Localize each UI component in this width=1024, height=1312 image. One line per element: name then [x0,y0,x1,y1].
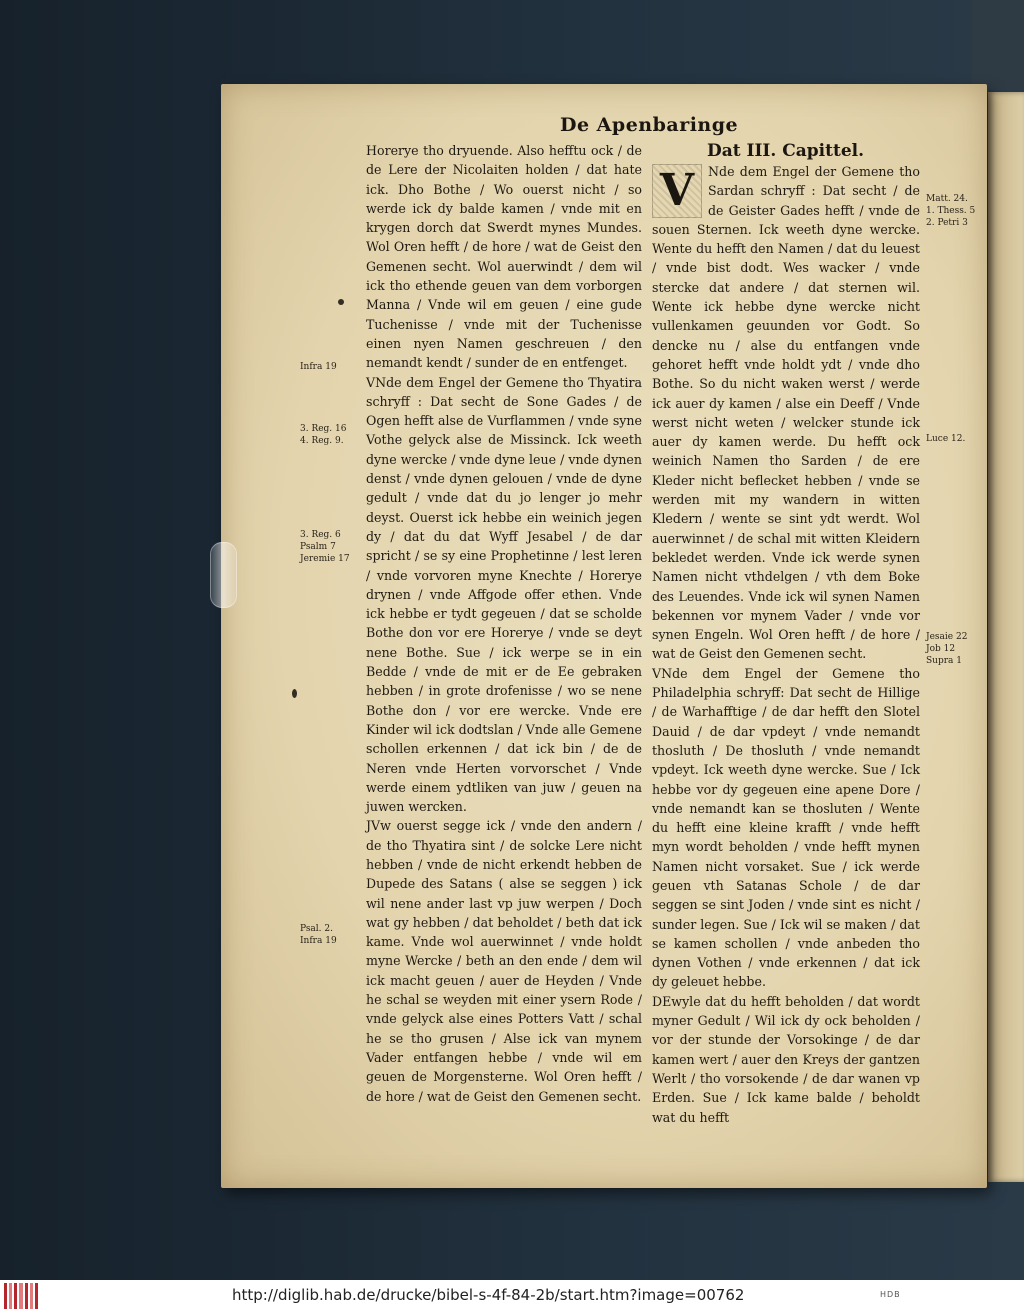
right-text-column [652,162,920,1127]
margin-note: Matt. 24. [926,194,968,204]
paragraph: Horerye tho dryuende. Also hefftu ock / de de Lere der Nicolaiten holden / dat hate ick. Dho Bothe / Wo ouerst nicht / so werde ick dy balde kamen / vnde mit en krygen dorch dat Swerdt mynes Mundes. Wol Oren hefft / de hore / wat de Geist den Gemenen secht. Wol auerwindt / dem wil ick tho ethende geuen van dem vorborgen Manna / Vnde wil em geuen / eine gude Tuchenisse / vnde mit der Tuchenisse einen nyen Namen geschreuen / den nemandt kendt / sunder de en entfenget. [366,143,642,371]
running-head: De Apenbaringe [560,114,739,136]
viewer-footer [0,1280,1024,1312]
margin-note: Jeremie 17 [300,554,350,564]
margin-note: Infra 19 [300,936,337,946]
book-spine [972,0,1024,90]
margin-note: 3. Reg. 6 [300,530,341,540]
footer-mark: HDB [880,1290,901,1299]
bookmark-clip [210,542,237,608]
chapter-title: Dat III. Capittel. [707,141,865,161]
margin-note: Luce 12. [926,434,966,444]
paragraph: JVw ouerst segge ick / vnde den andern / de tho Thyatira sint / de solcke Lere nicht hebben / vnde de nicht erkendt hebben de Dupede des Satans ( alse se seggen ) ick wil nene ander last vp juw werpen / Doch wat gy hebben / dat beholdet / beth dat ick kame. Vnde wol auerwinnet / vnde holdt myne Wercke / beth an den ende / dem wil ick macht geuen / auer de Heyden / Vnde he schal se weyden mit einer ysern Rode / vnde gelyck alse eines Potters Vatt / schal he se tho grusen / Alse ick van mynem Vader entfangen hebbe / vnde wil em geuen de Morgensterne. Wol Oren hefft / de hore / wat de Geist den Gemenen secht. [366,818,642,1104]
paragraph: Nde dem Engel der Gemene tho Sardan schryff : Dat secht / de de Geister Gades hefft / vnde de souen Sternen. Ick weeth dyne wercke. Wente du hefft den Namen / dat du leuest / vnde bist dodt. Wes wacker / vnde stercke dat andere / dat sternen wil. Wente ick hebbe dyne wercke nicht vullenkamen geuunden vor Godt. So dencke nu / alse du entfangen vnde gehoret hefft vnde holdt ydt / vnde dho Bothe. So du nicht waken werst / werde ick auer dy kamen / alse ein Deeff / Vnde werst nicht weten / welcker stunde ick auer dy kamen werde. Du hefft ock weinich Namen tho Sarden / de ere Kleder nicht beflecket hebben / vnde se werden mit my wandern in witten Kledern / wente se sint ydt werdt. Wol auerwinnet / de schal mit witten Kleidern bekledet werden. Vnde ick werde synen Namen nicht vthdelgen / vth dem Boke des Leuendes. Vnde ick wil synen Namen bekennen vor mynem Vader / vnde vor synen Engeln. Wol Oren hefft / de hore / wat de Geist den Gemenen secht. [652,164,920,662]
ink-spot [292,689,297,698]
margin-note: Infra 19 [300,362,337,372]
margin-note: 3. Reg. 16 [300,424,347,434]
paragraph: VNde dem Engel der Gemene tho Philadelphia schryff: Dat secht de Hillige / de Warhafftige / de dar hefft den Slotel Dauid / de dar vpdeyt / vnde nemandt thosluth / De thosluth / vnde nemandt vpdeyt. Ick weeth dyne wercke. Sue / Ick hebbe vor dy gegeuen eine apene Dore / vnde nemandt kan se thosluten / Wente du hefft eine kleine krafft / vnde hefft myn wordt beholden / vnde hefft mynen Namen nicht vorsaket. Sue / ick werde geuen vth Satanas Schole / de dar seggen se sint Joden / vnde sint es nicht / sunder legen. Sue / Ick wil se maken / dat se kamen schollen / vnde anbeden tho dynen Vothen / vnde erkennen / dat ick dy geleuet hebbe. [652,665,920,990]
margin-note: Job 12 [926,644,956,654]
ink-spot [338,299,344,305]
margin-note: Jesaie 22 [926,632,968,642]
source-url-link[interactable]: http://diglib.hab.de/drucke/bibel-s-4f-84-2b/start.htm?image=00762 [232,1286,745,1304]
decorated-initial: V [652,164,702,218]
margin-note: 2. Petri 3 [926,218,968,228]
margin-note: Psalm 7 [300,542,336,552]
margin-note: 4. Reg. 9. [300,436,344,446]
left-text-column [366,141,642,1106]
facing-page-edge [988,92,1024,1182]
library-logo-icon[interactable] [4,1283,38,1309]
paragraph: DEwyle dat du hefft beholden / dat wordt myner Gedult / Wil ick dy ock beholden / vor der stunde der Vorsokinge / de dar kamen wert / auer den Kreys der gantzen Werlt / tho vorsokende / de dar wanen vp Erden. Sue / Ick kame balde / beholdt wat du hefft [652,993,920,1125]
margin-note: Supra 1 [926,656,962,666]
margin-note: Psal. 2. [300,924,333,934]
margin-note: 1. Thess. 5 [926,206,976,216]
paragraph: VNde dem Engel der Gemene tho Thyatira schryff : Dat secht de Sone Gades / de Ogen hefft alse de Vurflammen / vnde syne Vothe gelyck alse de Missinck. Ick weeth dyne wercke / vnde dyne leue / vnde dynen denst / vnde dynen gelouen / vnde de dyne gedult / vnde dat du jo lenger jo mehr deyst. Ouerst ick hebbe ein weinich jegen dy / dat du dat Wyff Jesabel / de dar spricht / se sy eine Prophetinne / lest leren / vnde vorvoren myne Knechte / Horerye drynen / vnde Affgode offer ethen. Vnde ick hebbe er tydt gegeuen / dat se scholde Bothe don vor ere Horerye / vnde se deyt nene Bothe. Sue / ick werpe se in ein Bedde / vnde de mit er de Ee gebraken hebben / in grote drofenisse / wo se nene Bothe don / vor ere wercke. Vnde ere Kinder wil ick dodtslan / Vnde alle Gemene schollen erkennen / dat ick bin / de de Neren vnde Herten vorvorschet / Vnde werde einem ydtliken van juw / geuen na juwen wercken. [366,374,642,815]
